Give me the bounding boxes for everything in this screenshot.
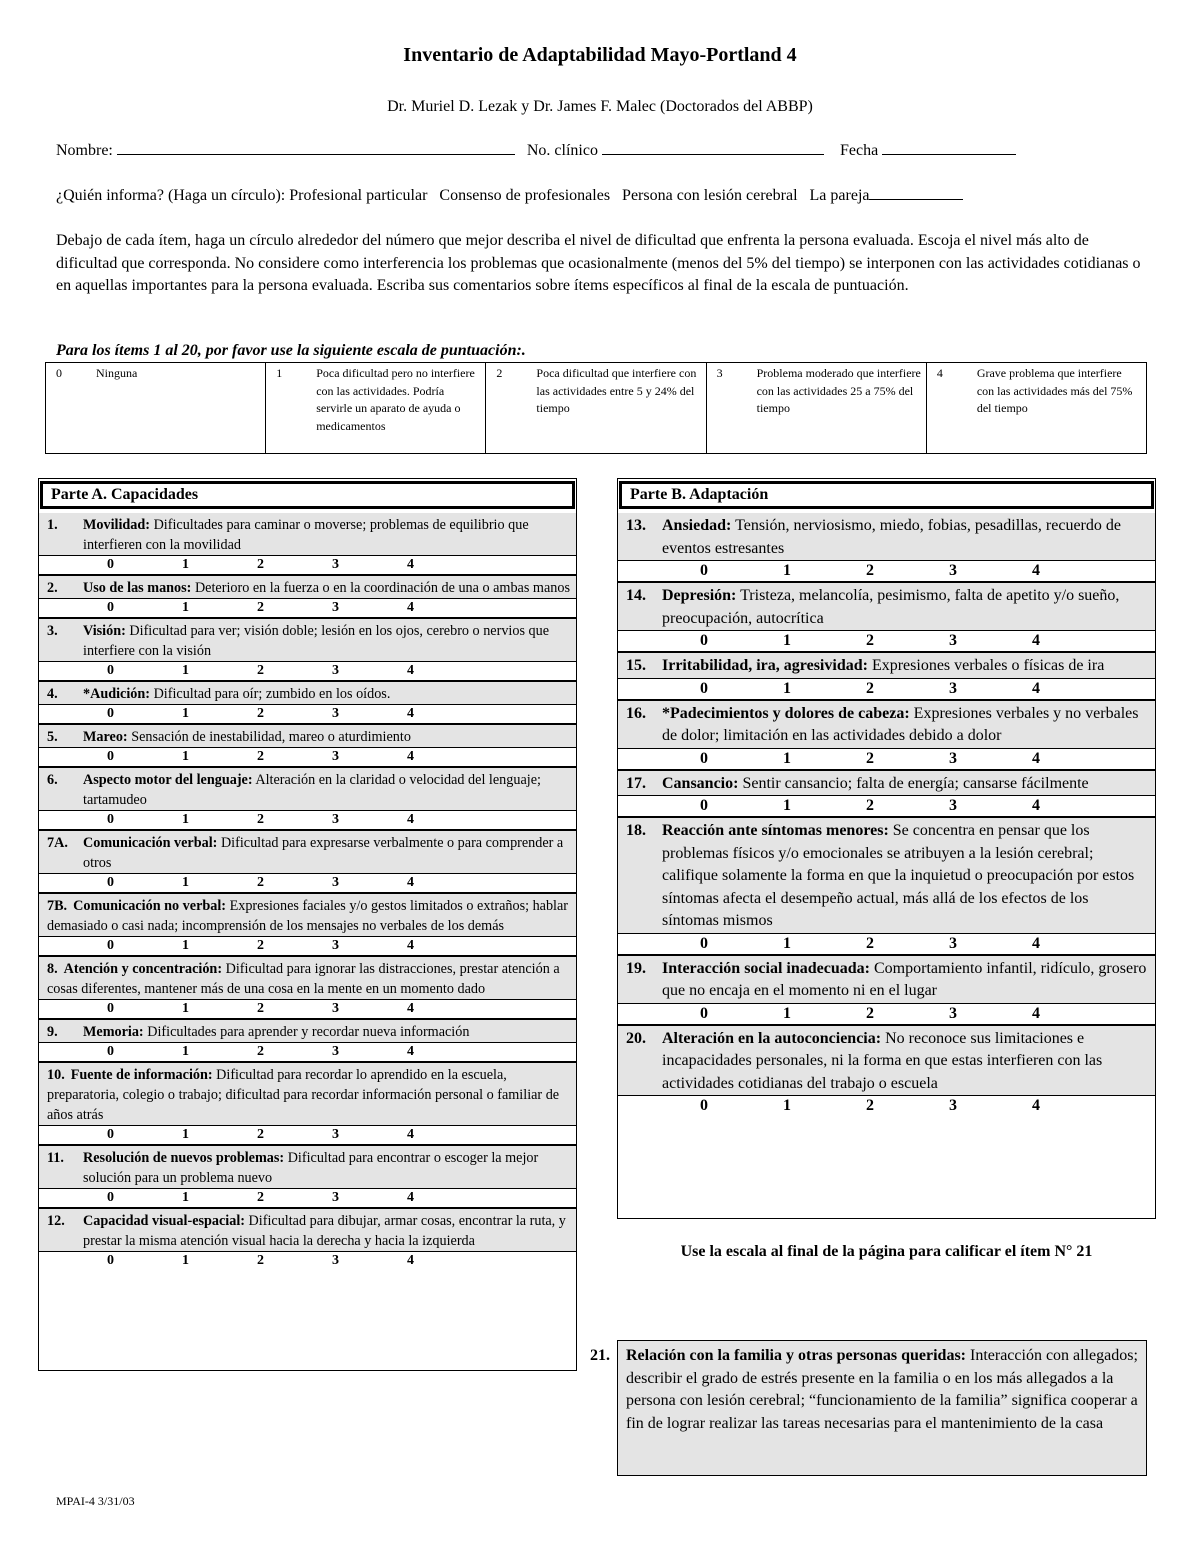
item-text <box>47 727 570 747</box>
score-option[interactable]: 1 <box>182 875 189 890</box>
item <box>39 1061 576 1144</box>
item-number: 15. <box>626 657 646 674</box>
scale-level-text: Ninguna <box>96 366 138 380</box>
score-option[interactable]: 4 <box>407 1001 414 1016</box>
item-label: Aspecto motor del lenguaje: <box>83 772 253 788</box>
score-option[interactable]: 3 <box>949 562 957 579</box>
item-text <box>626 1028 1149 1096</box>
date-label: Fecha <box>839 142 879 159</box>
item-number: 7A. <box>47 835 68 851</box>
item-description: Dificultad para oír; zumbido en los oídos. <box>150 686 391 702</box>
score-option[interactable]: 3 <box>332 1127 339 1142</box>
item-text <box>47 621 570 661</box>
item-number: 3. <box>47 623 58 639</box>
score-option[interactable]: 0 <box>700 562 708 579</box>
item-number: 19. <box>626 959 646 977</box>
item-description: Dificultad para encontrar o escoger la mejor solución para un problema nuevo <box>83 1150 539 1186</box>
score-option[interactable]: 2 <box>866 632 874 649</box>
item-description: Expresiones verbales o físicas de ira <box>867 657 1105 674</box>
score-option[interactable]: 1 <box>783 1097 791 1114</box>
score-option[interactable]: 4 <box>407 1044 414 1059</box>
score-option[interactable]: 3 <box>949 679 957 697</box>
scale-level <box>706 363 926 453</box>
item-label: Depresión: <box>662 587 737 604</box>
score-option[interactable]: 2 <box>257 557 264 572</box>
informant-option-professional[interactable]: Profesional particular <box>289 187 428 204</box>
item-description: No reconoce sus limitaciones e incapacidades personales, ni la forma en que estas interfieren con las actividades cotidianas del trabajo o escuela <box>662 1029 1103 1092</box>
item <box>39 1207 576 1270</box>
scale-level-text: Poca dificultad pero no interfiere con las actividades. Podría servirle un aparato de ayuda o medicamentos <box>316 366 475 433</box>
score-option[interactable]: 1 <box>783 679 791 697</box>
scale-level-text: Poca dificultad que interfiere con las actividades entre 5 y 24% del tiempo <box>536 366 697 415</box>
item-description: Interacción con allegados; describir el grado de estrés presente en la familia o en los más allegados a la persona con lesión cerebral; “funcionamiento de la familia” significa cooperar a fin de lograr realizar las tareas necesarias para el mantenimiento de la casa <box>626 1347 1138 1432</box>
score-option[interactable]: 4 <box>1032 632 1040 649</box>
item-text <box>47 1022 570 1042</box>
instructions: Debajo de cada ítem, haga un círculo alrededor del número que mejor describa el nivel de dificultad que enfrenta la persona evaluada. Escoja el nivel más alto de dificultad que corresponda. No considere como interferencia los problemas que ocasionalmente (menos del 5% del tiempo) se interponen con las actividades cotidianas o en aquellas importantes para la persona evaluada. Escriba sus comentarios sobre ítems específicos al final de la escala de puntuación. <box>56 232 1141 294</box>
score-option[interactable]: 0 <box>700 1004 708 1022</box>
item-number: 20. <box>626 1029 646 1047</box>
item-text <box>47 1065 570 1125</box>
scale-level-number: 4 <box>936 366 943 380</box>
score-option[interactable]: 1 <box>182 1253 189 1268</box>
score-option[interactable]: 4 <box>407 875 414 890</box>
part-b-heading: Parte B. Adaptación <box>619 481 1154 509</box>
score-option[interactable]: 2 <box>257 1044 264 1059</box>
score-options <box>618 560 1155 581</box>
score-option[interactable]: 3 <box>332 812 339 827</box>
score-option[interactable]: 0 <box>107 600 114 615</box>
clinic-number-field[interactable] <box>602 140 824 155</box>
item-description: Sensación de inestabilidad, mareo o aturdimiento <box>127 729 411 745</box>
score-option[interactable]: 0 <box>107 749 114 764</box>
score-option[interactable]: 1 <box>783 797 791 814</box>
score-option[interactable]: 2 <box>257 706 264 721</box>
scale-level-text: Problema moderado que interfiere con las actividades 25 a 75% del tiempo <box>756 366 921 415</box>
score-option[interactable]: 4 <box>407 938 414 953</box>
item-text <box>47 515 570 555</box>
item-number: 9. <box>47 1024 58 1040</box>
item-number: 11. <box>47 1150 64 1166</box>
score-option[interactable]: 1 <box>182 1190 189 1205</box>
score-option[interactable]: 1 <box>182 1127 189 1142</box>
score-option[interactable]: 1 <box>182 812 189 827</box>
item-label: *Audición: <box>83 686 151 702</box>
score-option[interactable]: 3 <box>332 749 339 764</box>
score-option[interactable]: 2 <box>257 1001 264 1016</box>
item-description: Tensión, nerviosismo, miedo, fobias, pesadillas, recuerdo de eventos estresantes <box>662 517 1121 557</box>
score-option[interactable]: 4 <box>1032 1004 1040 1022</box>
item <box>618 651 1155 699</box>
item-description: Tristeza, melancolía, pesimismo, falta de apetito y/o sueño, preocupación, autocrítica <box>662 587 1120 627</box>
score-option[interactable]: 4 <box>407 706 414 721</box>
score-option[interactable]: 0 <box>107 1253 114 1268</box>
item-label: Irritabilidad, ira, agresividad: <box>662 657 868 674</box>
item <box>618 699 1155 769</box>
scale-level-number: 0 <box>56 366 62 380</box>
score-option[interactable]: 1 <box>182 557 189 572</box>
item-text <box>626 820 1149 933</box>
score-options <box>39 873 576 892</box>
item-description: Se concentra en pensar que los problemas físicos y/o emocionales se atribuyen a la lesión cerebral; califique solamente la forma en que la inquietud o preocupación por estos síntomas afecta el desempeño actual, más allá de los efectos de los síntomas mismos <box>662 822 1135 929</box>
score-option[interactable]: 3 <box>332 557 339 572</box>
score-option[interactable]: 4 <box>1032 1097 1040 1114</box>
item-description: Dificultad para expresarse verbalmente o para comprender a otros <box>83 835 564 871</box>
score-option[interactable]: 2 <box>257 1127 264 1142</box>
item-number: 13. <box>626 517 646 534</box>
score-option[interactable]: 3 <box>949 1004 957 1022</box>
item <box>618 581 1155 651</box>
score-options <box>39 1042 576 1061</box>
score-option[interactable]: 0 <box>107 1127 114 1142</box>
score-option[interactable]: 1 <box>182 600 189 615</box>
item-number: 2. <box>47 580 58 596</box>
item-number: 8. <box>47 961 58 977</box>
item-text <box>47 578 570 598</box>
score-option[interactable]: 2 <box>257 749 264 764</box>
score-option[interactable]: 3 <box>332 663 339 678</box>
score-option[interactable]: 4 <box>407 557 414 572</box>
score-option[interactable]: 4 <box>407 600 414 615</box>
scale-level-number: 2 <box>496 366 503 380</box>
scale-level <box>46 363 265 453</box>
score-option[interactable]: 4 <box>1032 562 1040 579</box>
score-option[interactable]: 2 <box>257 875 264 890</box>
item-text <box>626 515 1149 560</box>
item-number: 18. <box>626 822 646 839</box>
patient-info-row <box>56 140 1016 160</box>
score-option[interactable]: 2 <box>866 1004 874 1022</box>
score-option[interactable]: 2 <box>866 1097 874 1114</box>
score-option[interactable]: 3 <box>332 875 339 890</box>
score-options <box>618 678 1155 699</box>
part-a-panel <box>38 478 577 1371</box>
score-option[interactable]: 4 <box>1032 934 1040 952</box>
score-option[interactable]: 0 <box>107 812 114 827</box>
item-label: Relación con la familia y otras personas queridas: <box>626 1347 966 1364</box>
item-number: 12. <box>47 1213 65 1229</box>
item <box>39 574 576 617</box>
score-options <box>618 748 1155 769</box>
score-option[interactable]: 4 <box>407 1127 414 1142</box>
item-description: Expresiones faciales y/o gestos limitados o extraños; hablar demasiado o casi nada; incomprensión de los mensajes no verbales de los demás <box>47 898 569 934</box>
item-label: Mareo: <box>83 729 128 745</box>
score-option[interactable]: 0 <box>107 706 114 721</box>
item-number: 17. <box>626 774 646 792</box>
partner-field[interactable] <box>869 185 963 200</box>
score-options <box>39 810 576 829</box>
score-option[interactable]: 4 <box>1032 797 1040 814</box>
informant-option-consensus[interactable]: Consenso de profesionales <box>439 187 611 204</box>
item <box>39 766 576 829</box>
score-option[interactable]: 0 <box>107 557 114 572</box>
item-number: 5. <box>47 729 58 745</box>
item-label: Fuente de información: <box>70 1067 213 1083</box>
informant-option-partner[interactable]: La pareja <box>809 187 870 204</box>
score-options <box>618 795 1155 816</box>
score-options <box>618 630 1155 651</box>
item-description: Deterioro en la fuerza o en la coordinación de una o ambas manos <box>191 580 570 596</box>
score-options <box>39 598 576 617</box>
item-text <box>47 959 570 999</box>
item-number: 1. <box>47 517 58 533</box>
score-option[interactable]: 0 <box>107 875 114 890</box>
scale-level-number: 3 <box>716 366 723 380</box>
item <box>39 513 576 574</box>
item-number: 21. <box>590 1347 610 1364</box>
score-option[interactable]: 1 <box>783 749 791 767</box>
item-label: Cansancio: <box>662 774 739 792</box>
score-option[interactable]: 0 <box>107 938 114 953</box>
score-option[interactable]: 1 <box>182 1001 189 1016</box>
score-option[interactable]: 0 <box>700 632 708 649</box>
score-option[interactable]: 0 <box>700 797 708 814</box>
score-option[interactable]: 4 <box>1032 749 1040 767</box>
item-text <box>47 684 570 704</box>
item-text <box>626 703 1149 748</box>
part-b-panel <box>617 478 1156 1219</box>
item-text <box>626 773 1149 796</box>
scale-title: Para los ítems 1 al 20, por favor use la siguiente escala de puntuación:. <box>56 342 526 359</box>
item-text <box>47 1211 570 1251</box>
authors: Dr. Muriel D. Lezak y Dr. James F. Malec (Doctorados del ABBP) <box>387 98 813 115</box>
score-option[interactable]: 3 <box>949 632 957 649</box>
name-field[interactable] <box>117 140 515 155</box>
score-option[interactable]: 3 <box>332 1001 339 1016</box>
score-option[interactable]: 0 <box>107 1001 114 1016</box>
score-options <box>39 1188 576 1207</box>
score-option[interactable]: 3 <box>949 749 957 767</box>
score-option[interactable]: 3 <box>332 1253 339 1268</box>
item-description: Dificultad para dibujar, armar cosas, encontrar la ruta, y prestar la misma atención visual hacia la derecha y hacia la izquierda <box>83 1213 566 1249</box>
item-number: 14. <box>626 587 646 604</box>
score-option[interactable]: 3 <box>949 1097 957 1114</box>
score-option[interactable]: 2 <box>257 1253 264 1268</box>
score-option[interactable]: 2 <box>257 663 264 678</box>
name-label: Nombre: <box>56 142 113 159</box>
footer-version: MPAI-4 3/31/03 <box>56 1494 135 1508</box>
score-option[interactable]: 3 <box>949 797 957 814</box>
score-option[interactable]: 2 <box>866 679 874 697</box>
score-option[interactable]: 3 <box>332 1190 339 1205</box>
item-label: Atención y concentración: <box>63 961 223 977</box>
item-label: Capacidad visual-espacial: <box>83 1213 245 1229</box>
item-description: Expresiones verbales y no verbales de dolor; limitación en las actividades debido a dolor <box>662 704 1139 744</box>
scale-level <box>265 363 485 453</box>
item-label: Movilidad: <box>83 517 151 533</box>
score-option[interactable]: 2 <box>257 812 264 827</box>
scale-level <box>926 363 1146 453</box>
score-option[interactable]: 3 <box>332 938 339 953</box>
score-options <box>618 1003 1155 1024</box>
score-options <box>39 999 576 1018</box>
score-option[interactable]: 4 <box>407 663 414 678</box>
score-options <box>39 661 576 680</box>
informant-option-patient[interactable]: Persona con lesión cerebral <box>622 187 798 204</box>
item-label: Ansiedad: <box>662 517 732 534</box>
item-label: Comunicación verbal: <box>83 835 218 851</box>
item-text <box>47 770 570 810</box>
score-option[interactable]: 4 <box>1032 679 1040 697</box>
item-label: Memoria: <box>83 1024 144 1040</box>
item-description: Dificultad para recordar lo aprendido en la escuela, preparatoria, colegio o trabajo; dificultad para recordar información personal o familiar de años atrás <box>47 1067 560 1123</box>
item-description: Comportamiento infantil, ridículo, grosero que no encaja en el momento ni en el lugar <box>662 959 1147 999</box>
score-options <box>39 747 576 766</box>
score-options <box>39 555 576 574</box>
item-text <box>626 585 1149 630</box>
score-option[interactable]: 1 <box>182 749 189 764</box>
score-option[interactable]: 2 <box>866 749 874 767</box>
score-options <box>39 1251 576 1270</box>
score-option[interactable]: 2 <box>257 600 264 615</box>
item-label: Uso de las manos: <box>83 580 192 596</box>
score-option[interactable]: 3 <box>332 600 339 615</box>
clinic-number-label: No. clínico <box>526 142 598 159</box>
item-description: Dificultad para ignorar las distracciones, prestar atención a cosas diferentes, mantener más de una cosa en la mente en un momento dado <box>47 961 560 997</box>
score-option[interactable]: 2 <box>866 934 874 952</box>
item <box>39 680 576 723</box>
score-option[interactable]: 1 <box>783 562 791 579</box>
score-option[interactable]: 3 <box>332 1044 339 1059</box>
item-description: Sentir cansancio; falta de energía; cansarse fácilmente <box>738 774 1089 792</box>
score-option[interactable]: 1 <box>783 632 791 649</box>
score-option[interactable]: 1 <box>182 663 189 678</box>
score-option[interactable]: 2 <box>866 797 874 814</box>
item <box>39 892 576 955</box>
score-option[interactable]: 0 <box>700 1097 708 1114</box>
item <box>39 955 576 1018</box>
score-option[interactable]: 1 <box>783 1004 791 1022</box>
score-option[interactable]: 0 <box>107 1044 114 1059</box>
score-option[interactable]: 1 <box>182 938 189 953</box>
scale-level-number: 1 <box>276 366 283 380</box>
item-21 <box>590 1340 1147 1476</box>
score-options <box>39 936 576 955</box>
item <box>39 1018 576 1061</box>
score-options <box>39 704 576 723</box>
item <box>39 829 576 892</box>
scale-level <box>485 363 705 453</box>
item-label: Visión: <box>83 623 126 639</box>
item-text <box>47 896 570 936</box>
score-option[interactable]: 4 <box>407 1190 414 1205</box>
score-option[interactable]: 0 <box>700 679 708 697</box>
item <box>39 1144 576 1207</box>
item-label: Resolución de nuevos problemas: <box>83 1150 285 1166</box>
score-option[interactable]: 1 <box>182 1044 189 1059</box>
page-title: Inventario de Adaptabilidad Mayo-Portland 4 <box>403 44 797 66</box>
item-text <box>47 1148 570 1188</box>
score-option[interactable]: 4 <box>407 1253 414 1268</box>
item <box>618 816 1155 954</box>
score-option[interactable]: 4 <box>407 812 414 827</box>
item-number: 7B. <box>47 898 68 914</box>
date-field[interactable] <box>882 140 1016 155</box>
item-label: Comunicación no verbal: <box>73 898 227 914</box>
item-label: *Padecimientos y dolores de cabeza: <box>662 704 910 722</box>
part-a-heading: Parte A. Capacidades <box>40 481 575 509</box>
part-b-items <box>618 513 1155 1116</box>
scale-level-text: Grave problema que interfiere con las actividades más del 75% del tiempo <box>976 366 1133 415</box>
score-option[interactable]: 2 <box>257 938 264 953</box>
item-text <box>626 958 1149 1003</box>
item-text <box>47 833 570 873</box>
score-option[interactable]: 3 <box>332 706 339 721</box>
item-number: 16. <box>626 704 646 722</box>
item <box>618 1024 1155 1117</box>
score-options <box>618 1095 1155 1116</box>
informant-row <box>56 185 963 205</box>
item <box>618 769 1155 817</box>
score-option[interactable]: 1 <box>182 706 189 721</box>
score-option[interactable]: 4 <box>407 749 414 764</box>
item-21-note: Use la escala al final de la página para calificar el ítem N° 21 <box>680 1243 1093 1260</box>
score-option[interactable]: 2 <box>866 562 874 579</box>
score-options <box>39 1125 576 1144</box>
item <box>39 723 576 766</box>
score-option[interactable]: 3 <box>949 934 957 952</box>
item-description: Dificultad para ver; visión doble; lesión en los ojos, cerebro o nervios que interfiere con la visión <box>83 623 549 659</box>
score-option[interactable]: 0 <box>700 934 708 952</box>
item <box>618 513 1155 581</box>
score-option[interactable]: 2 <box>257 1190 264 1205</box>
informant-prompt: ¿Quién informa? (Haga un círculo): <box>56 187 286 204</box>
part-a-items <box>39 513 576 1270</box>
item <box>618 954 1155 1024</box>
score-option[interactable]: 0 <box>700 749 708 767</box>
score-option[interactable]: 1 <box>783 934 791 952</box>
item-description: Alteración en la claridad o velocidad del lenguaje; tartamudeo <box>83 772 541 808</box>
item-number: 10. <box>47 1067 65 1083</box>
item-label: Alteración en la autoconciencia: <box>662 1029 882 1047</box>
score-options <box>618 933 1155 954</box>
item-description: Dificultades para caminar o moverse; problemas de equilibrio que interfieren con la movilidad <box>83 517 529 553</box>
item-number: 4. <box>47 686 58 702</box>
item-description: Dificultades para aprender y recordar nueva información <box>143 1024 470 1040</box>
score-option[interactable]: 0 <box>107 1190 114 1205</box>
item-text <box>626 655 1149 678</box>
item-number: 6. <box>47 772 58 788</box>
rating-scale-table <box>45 362 1147 454</box>
item <box>39 617 576 680</box>
score-option[interactable]: 0 <box>107 663 114 678</box>
item-label: Reacción ante síntomas menores: <box>662 822 889 839</box>
item-label: Interacción social inadecuada: <box>662 959 870 977</box>
